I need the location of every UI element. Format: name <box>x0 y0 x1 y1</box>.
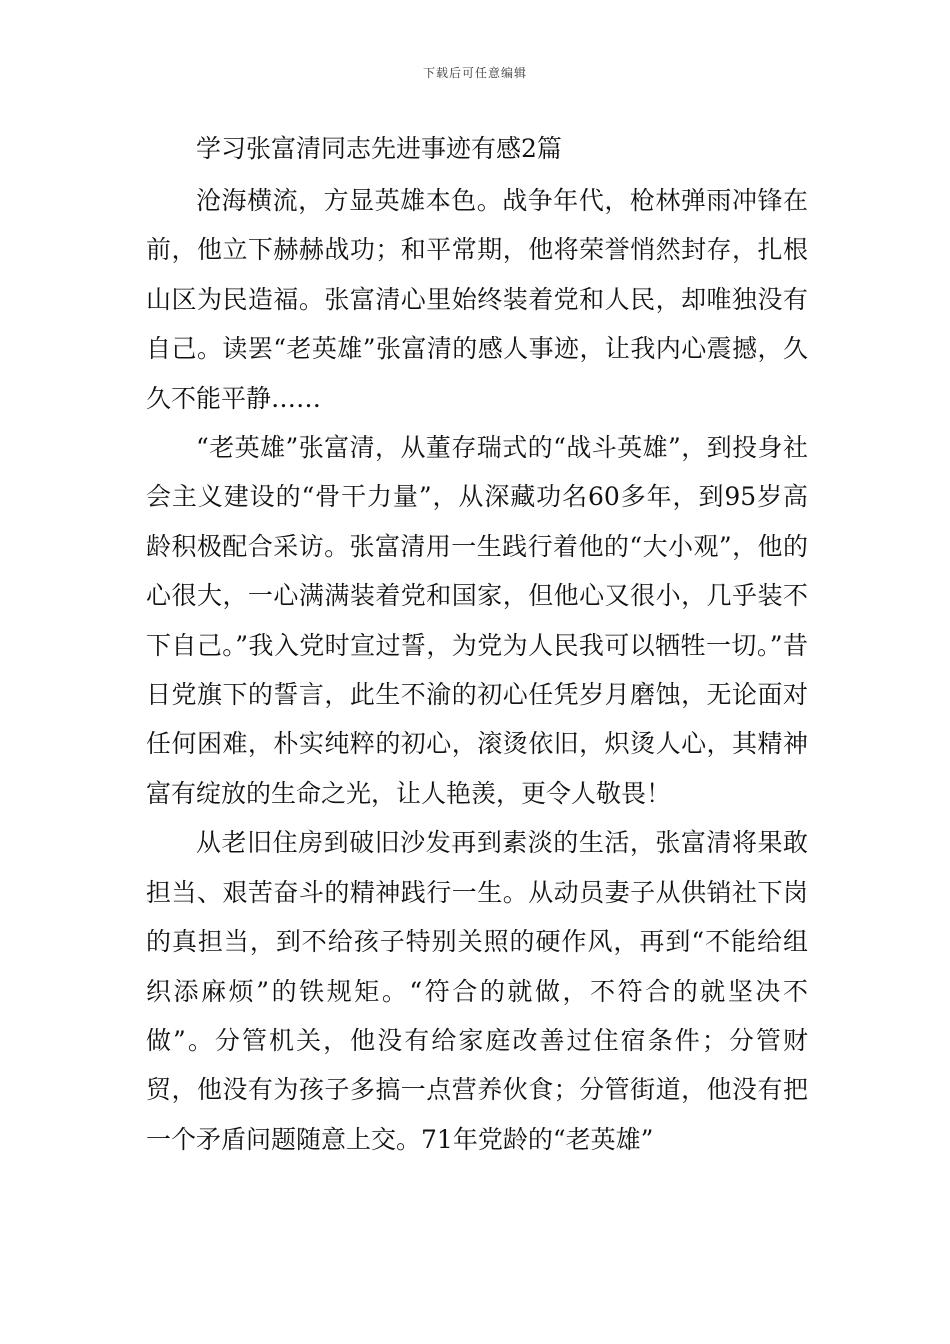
header-note: 下载后可任意编辑 <box>422 66 527 80</box>
document-body <box>146 176 808 1164</box>
paragraph-2: “老英雄”张富清，从董存瑞式的“战斗英雄”，到投身社会主义建设的“骨干力量”，从深藏功名60多年，到95岁高龄积极配合采访。张富清用一生践行着他的“大小观”，他的心很大，一心满满装着党和国家，但他心又很小，几乎装不下自己。”我入党时宣过誓，为党为人民我可以牺牲一切。”昔日党旗下的誓言，此生不渝的初心任凭岁月磨蚀，无论面对任何困难，朴实纯粹的初心，滚烫依旧，炽烫人心，其精神富有绽放的生命之光，让人艳羡，更令人敬畏！ <box>146 433 808 808</box>
document-title: 学习张富清同志先进事迹有感2篇 <box>196 134 562 163</box>
paragraph-3: 从老旧住房到破旧沙发再到素淡的生活，张富清将果敢担当、艰苦奋斗的精神践行一生。从动员妻子从供销社下岗的真担当，到不给孩子特别关照的硬作风，再到“不能给组织添麻烦”的铁规矩。“符合的就做，不符合的就坚决不做”。分管机关，他没有给家庭改善过住宿条件；分管财贸，他没有为孩子多搞一点营养伙食；分管街道，他没有把一个矛盾问题随意上交。71年党龄的“老英雄” <box>146 828 808 1154</box>
paragraph-1: 沧海横流，方显英雄本色。战争年代，枪林弹雨冲锋在前，他立下赫赫战功；和平常期，他将荣誉悄然封存，扎根山区为民造福。张富清心里始终装着党和人民，却唯独没有自己。读罢“老英雄”张富清的感人事迹，让我内心震撼，久久不能平静…… <box>146 186 808 413</box>
